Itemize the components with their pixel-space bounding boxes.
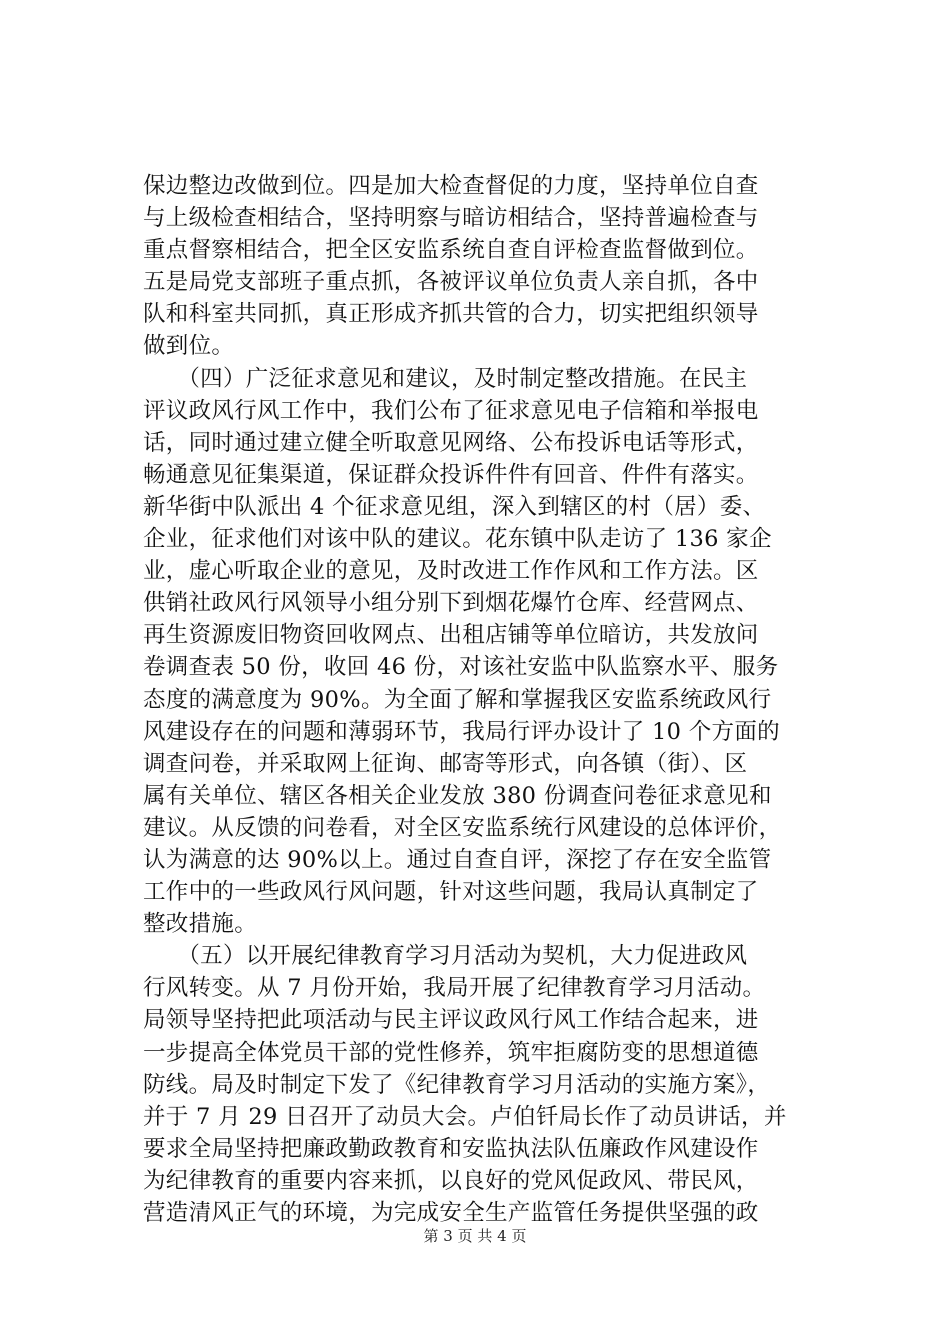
text-line: 评议政风行风工作中，我们公布了征求意见电子信箱和举报电: [143, 397, 759, 424]
text-line: 与上级检查相结合，坚持明察与暗访相结合，坚持普遍检查与: [143, 205, 759, 232]
text-line: 调查问卷，并采取网上征询、邮寄等形式，向各镇（街）、区: [143, 750, 748, 777]
text-line: 一步提高全体党员干部的党性修养，筑牢拒腐防变的思想道德: [143, 1039, 759, 1066]
text-line: 要求全局坚持把廉政勤政教育和安监执法队伍廉政作风建设作: [143, 1135, 759, 1162]
page-footer: [0, 1225, 950, 1246]
text-line: 局领导坚持把此项活动与民主评议政风行风工作结合起来，进: [143, 1007, 759, 1034]
document-body: [143, 170, 843, 1229]
text-line: 营造清风正气的环境，为完成安全生产监管任务提供坚强的政: [143, 1200, 759, 1226]
text-line: 整改措施。: [143, 911, 258, 938]
page-number-label: 第 3 页 共 4 页: [423, 1227, 527, 1245]
paragraph-section-5: [143, 940, 843, 1229]
text-line: 工作中的一些政风行风问题，针对这些问题，我局认真制定了: [143, 879, 759, 906]
text-line: 防线。局及时制定下发了《纪律教育学习月活动的实施方案》，: [143, 1071, 771, 1098]
text-line: 行风转变。从 7 月份开始，我局开展了纪律教育学习月活动。: [143, 975, 766, 1002]
text-line: 企业，征求他们对该中队的建议。花东镇中队走访了 136 家企: [143, 526, 772, 553]
text-line: 建议。从反馈的问卷看，对全区安监系统行风建设的总体评价，: [143, 814, 782, 841]
text-line: 新华街中队派出 4 个征求意见组，深入到辖区的村（居）委、: [143, 493, 766, 520]
text-line: 重点督察相结合，把全区安监系统自查自评检查监督做到位。: [143, 237, 759, 264]
text-line: 态度的满意度为 90%。为全面了解和掌握我区安监系统政风行: [143, 686, 772, 713]
text-line: 做到位。: [143, 333, 235, 360]
text-line: 并于 7 月 29 日召开了动员大会。卢伯钎局长作了动员讲话，并: [143, 1103, 787, 1130]
paragraph-continuation: [143, 170, 843, 363]
text-line: 卷调查表 50 份，收回 46 份，对该社安监中队监察水平、服务: [143, 654, 779, 681]
text-line: （四）广泛征求意见和建议，及时制定整改措施。在民主: [143, 365, 748, 392]
text-line: 五是局党支部班子重点抓，各被评议单位负责人亲自抓，各中: [143, 269, 759, 296]
paragraph-section-4: [143, 363, 843, 941]
text-line: 队和科室共同抓，真正形成齐抓共管的合力，切实把组织领导: [143, 301, 759, 328]
text-line: 风建设存在的问题和薄弱环节，我局行评办设计了 10 个方面的: [143, 718, 780, 745]
text-line: 业，虚心听取企业的意见，及时改进工作作风和工作方法。区: [143, 558, 759, 585]
text-line: （五）以开展纪律教育学习月活动为契机，大力促进政风: [143, 943, 748, 970]
text-line: 保边整边改做到位。四是加大检查督促的力度，坚持单位自查: [143, 173, 759, 199]
text-line: 畅通意见征集渠道，保证群众投诉件件有回音、件件有落实。: [143, 461, 759, 488]
text-line: 认为满意的达 90%以上。通过自查自评，深挖了存在安全监管: [143, 846, 772, 873]
text-line: 为纪律教育的重要内容来抓，以良好的党风促政风、带民风，: [143, 1167, 759, 1194]
text-line: 话，同时通过建立健全听取意见网络、公布投诉电话等形式，: [143, 429, 759, 456]
text-line: 属有关单位、辖区各相关企业发放 380 份调查问卷征求意见和: [143, 782, 772, 809]
text-line: 再生资源废旧物资回收网点、出租店铺等单位暗访，共发放问: [143, 622, 759, 649]
text-line: 供销社政风行风领导小组分别下到烟花爆竹仓库、经营网点、: [143, 590, 759, 617]
